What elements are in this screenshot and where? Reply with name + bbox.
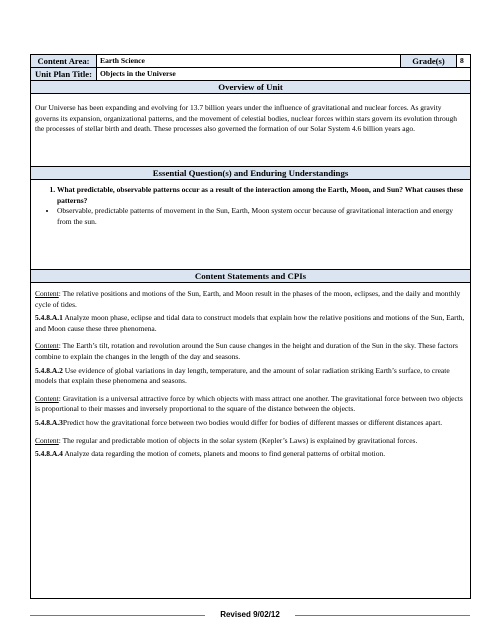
unit-plan-value: Objects in the Universe [97,68,471,81]
unit-plan-label: Unit Plan Title: [31,68,97,81]
content-statement: Content: Gravitation is a universal attractive force by which objects with mass attract one another. The gravitational force between two objects is proportional to their masses and inversely proportional to the square of the distance between the objects. [35,393,463,414]
footer-rule-left [30,615,205,616]
cpi-statement: 5.4.8.A.2 Use evidence of global variations in day length, temperature, and the amount of solar radiation striking Earth’s surface, to create models that explain these phenomena and seasons. [35,365,450,386]
content-statements-heading: Content Statements and CPIs [31,270,471,283]
unit-plan-table [30,54,471,599]
essential-question-list [35,185,466,206]
content-statements-cell [31,283,471,599]
essential-cell [31,180,471,270]
content-area-value: Earth Science [97,55,401,68]
revised-date: Revised 9/02/12 [216,609,284,621]
overview-text: Our Universe has been expanding and evolving for 13.7 billion years under the influence of gravitational and nuclear forces. As gravity governs its expansion, organizational patterns, and the movement of celestial bodies, nuclear forces within stars govern its evolution through the processes of stellar birth and death. These processes also governed the formation of our Solar System 4.6 billion years ago. [35,103,458,134]
cpi-statement: 5.4.8.A.4 Analyze data regarding the motion of comets, planets and moons to find general patterns of orbital motion. [35,449,386,459]
cpi-statement: 5.4.8.A.1 Analyze moon phase, eclipse and tidal data to construct models that explain how the relative positions and motions of the Sun, Earth, and Moon cause these three phenomena. [35,313,465,333]
content-block-3 [35,394,466,429]
cpi-code: 5.4.8.A.4 [35,449,63,459]
grade-value: 8 [457,55,471,68]
overview-heading: Overview of Unit [31,81,471,94]
cpi-statement: 5.4.8.A.3Predict how the gravitational force between two bodies would differ for bodies of different masses or different distances apart. [35,417,443,427]
content-block-1 [35,289,466,334]
content-statement: Content: The regular and predictable motion of objects in the solar system (Kepler’s Laws) is explained by gravitational forces. [35,435,418,445]
content-area-label: Content Area: [31,55,97,68]
content-area-row [31,55,471,68]
content-block-4 [35,436,466,460]
footer-rule-right [295,615,470,616]
content-label: Content [35,393,59,403]
cpi-code: 5.4.8.A.1 [35,313,63,323]
cpi-code: 5.4.8.A.2 [35,365,63,375]
content-statement: Content: The Earth’s tilt, rotation and revolution around the Sun cause changes in the height and duration of the Sun in the sky. These factors combine to explain the changes in the length of the day and seasons. [35,341,458,361]
page-footer [30,609,470,621]
content-label: Content [35,289,59,298]
unit-plan-row [31,68,471,81]
content-block-2 [35,341,466,386]
essential-heading: Essential Question(s) and Enduring Understandings [31,167,471,180]
overview-cell [31,94,471,167]
enduring-understanding-list [35,206,466,227]
content-statement: Content: The relative positions and motions of the Sun, Earth, and Moon result in the phases of the moon, eclipses, and the daily and monthly cycle of tides. [35,289,461,309]
cpi-code: 5.4.8.A.3 [35,417,63,427]
content-label: Content [35,341,59,351]
content-label: Content [35,435,59,445]
essential-question-1: 1. What predictable, observable patterns occur as a result of the interaction among the Earth, Moon, and Sun? What causes these patterns? [57,185,466,206]
enduring-understanding-1: • Observable, predictable patterns of movement in the Sun, Earth, Moon system occur because of gravitational interaction and energy from the sun. [57,206,466,227]
grade-label: Grade(s) [401,55,457,68]
